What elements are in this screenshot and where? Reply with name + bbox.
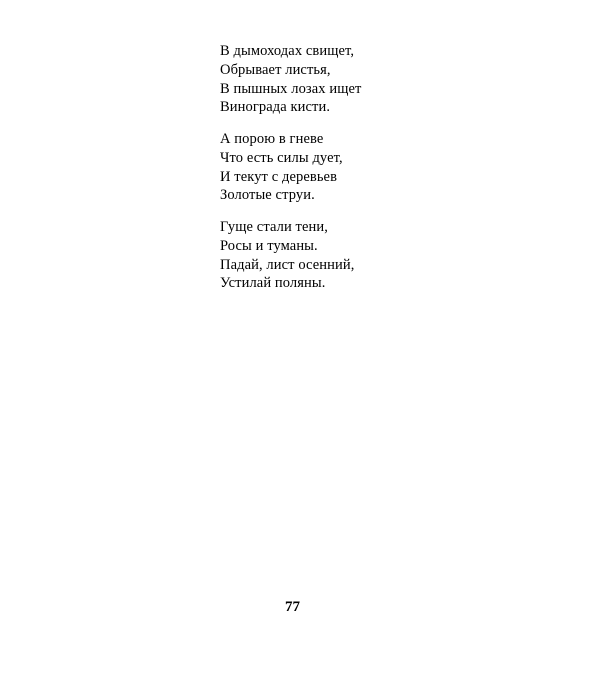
poem-line: А порою в гневе [220,131,324,147]
poem-line: И текут с деревьев [220,168,338,185]
poem-line: Золотые струи. [220,187,315,204]
poem-line: В пышных лозах ищет [220,80,362,97]
poem-line: Гуще стали тени, [220,219,328,235]
poem-line: Что есть силы дует, [220,149,343,166]
poem-line: В дымоходах свищет, [220,43,355,59]
stanza-1 [220,42,361,117]
stanza-3 [220,218,354,293]
poem-line: Росы и туманы. [220,237,318,254]
poem-line: Винограда кисти. [220,99,331,116]
poem-line: Обрывает листья, [220,61,331,78]
stanza-2 [220,130,343,205]
poem-line: Устилай поляны. [220,275,326,292]
poem-line: Падай, лист осенний, [220,256,355,273]
page-number: 77 [285,599,300,615]
